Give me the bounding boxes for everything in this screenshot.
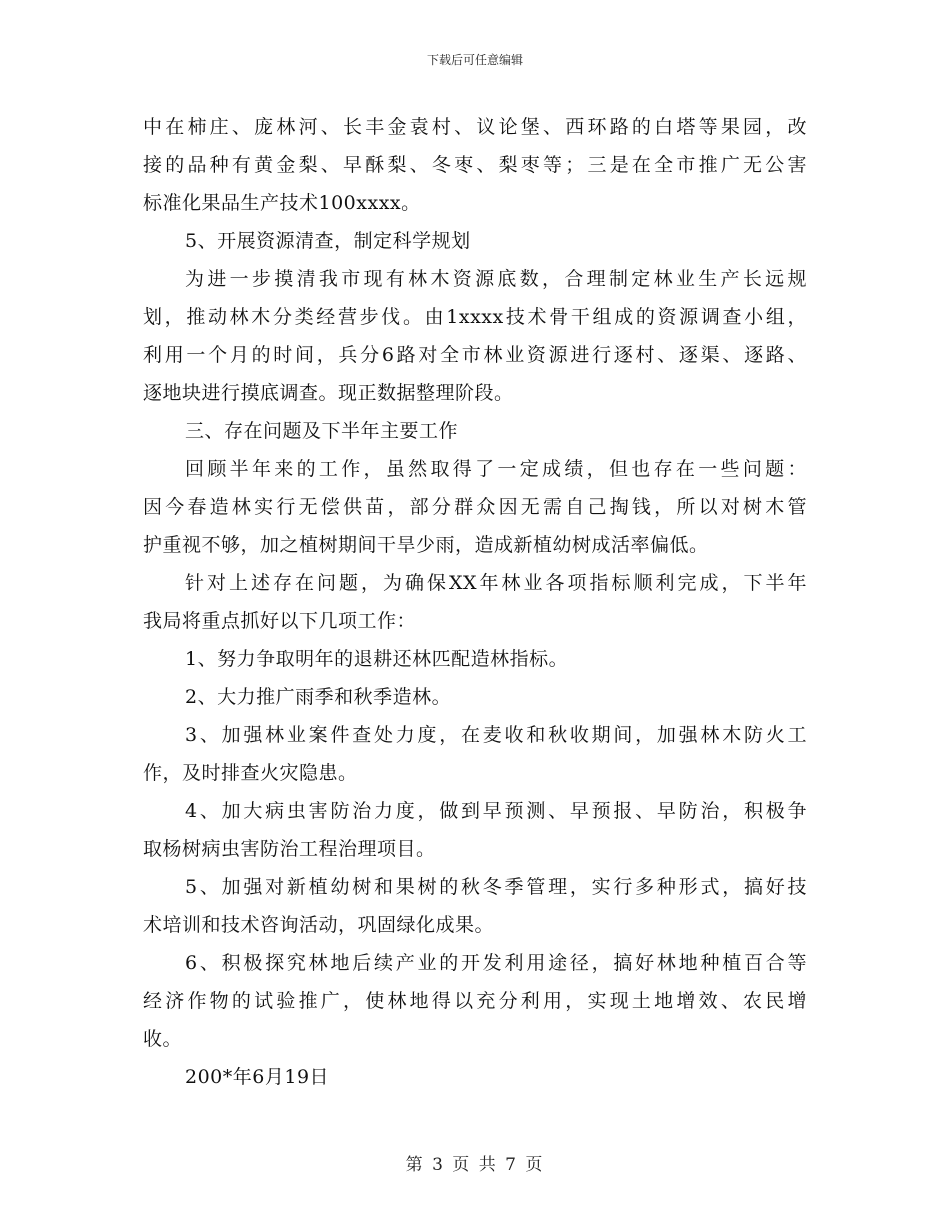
text-line: 中在柿庄、庞林河、长丰金袁村、议论堡、西环路的白塔等果园，改 <box>143 116 807 138</box>
text-line: 术培训和技术咨询活动，巩固绿化成果。 <box>143 914 495 936</box>
document-body <box>143 108 807 1096</box>
text-line: 收。 <box>143 1028 183 1050</box>
list-item: 3、加强林业案件查处力度，在麦收和秋收期间，加强林木防火工 <box>185 724 807 746</box>
text-line: 经济作物的试验推广，使林地得以充分利用，实现土地增效、农民增 <box>143 990 807 1012</box>
text-line: 为进一步摸清我市现有林木资源底数，合理制定林业生产长远规 <box>185 268 807 290</box>
text-line: 逐地块进行摸底调查。现正数据整理阶段。 <box>143 382 514 404</box>
text-line: 我局将重点抓好以下几项工作： <box>143 610 417 632</box>
text-line: 针对上述存在问题，为确保XX年林业各项指标顺利完成，下半年 <box>185 572 807 594</box>
page-header: 下载后可任意编辑 <box>426 53 523 67</box>
page-number: 第 3 页 共 7 页 <box>405 1155 545 1175</box>
section-heading: 三、存在问题及下半年主要工作 <box>185 420 459 442</box>
text-line: 回顾半年来的工作，虽然取得了一定成绩，但也存在一些问题： <box>185 458 807 480</box>
document-date: 200*年6月19日 <box>185 1066 330 1088</box>
text-line: 作，及时排查火灾隐患。 <box>143 762 358 784</box>
list-item: 2、大力推广雨季和秋季造林。 <box>185 686 452 708</box>
list-item: 1、努力争取明年的退耕还林匹配造林指标。 <box>185 648 569 670</box>
list-item: 4、加大病虫害防治力度，做到早预测、早预报、早防治，积极争 <box>185 800 807 822</box>
section-heading: 5、开展资源清查，制定科学规划 <box>185 230 471 252</box>
text-line: 接的品种有黄金梨、早酥梨、冬枣、梨枣等；三是在全市推广无公害 <box>143 154 807 176</box>
list-item: 6、积极探究林地后续产业的开发利用途径，搞好林地种植百合等 <box>185 952 807 974</box>
text-line: 划，推动林木分类经营步伐。由1xxxx技术骨干组成的资源调查小组， <box>143 306 807 328</box>
list-item: 5、加强对新植幼树和果树的秋冬季管理，实行多种形式，搞好技 <box>185 876 807 898</box>
text-line: 利用一个月的时间，兵分6路对全市林业资源进行逐村、逐渠、逐路、 <box>143 344 807 366</box>
text-line: 取杨树病虫害防治工程治理项目。 <box>143 838 436 860</box>
text-line: 护重视不够，加之植树期间干旱少雨，造成新植幼树成活率偏低。 <box>143 534 709 556</box>
text-line: 因今春造林实行无偿供苗，部分群众因无需自己掏钱，所以对树木管 <box>143 496 807 518</box>
text-line: 标准化果品生产技术100xxxx。 <box>143 192 421 214</box>
